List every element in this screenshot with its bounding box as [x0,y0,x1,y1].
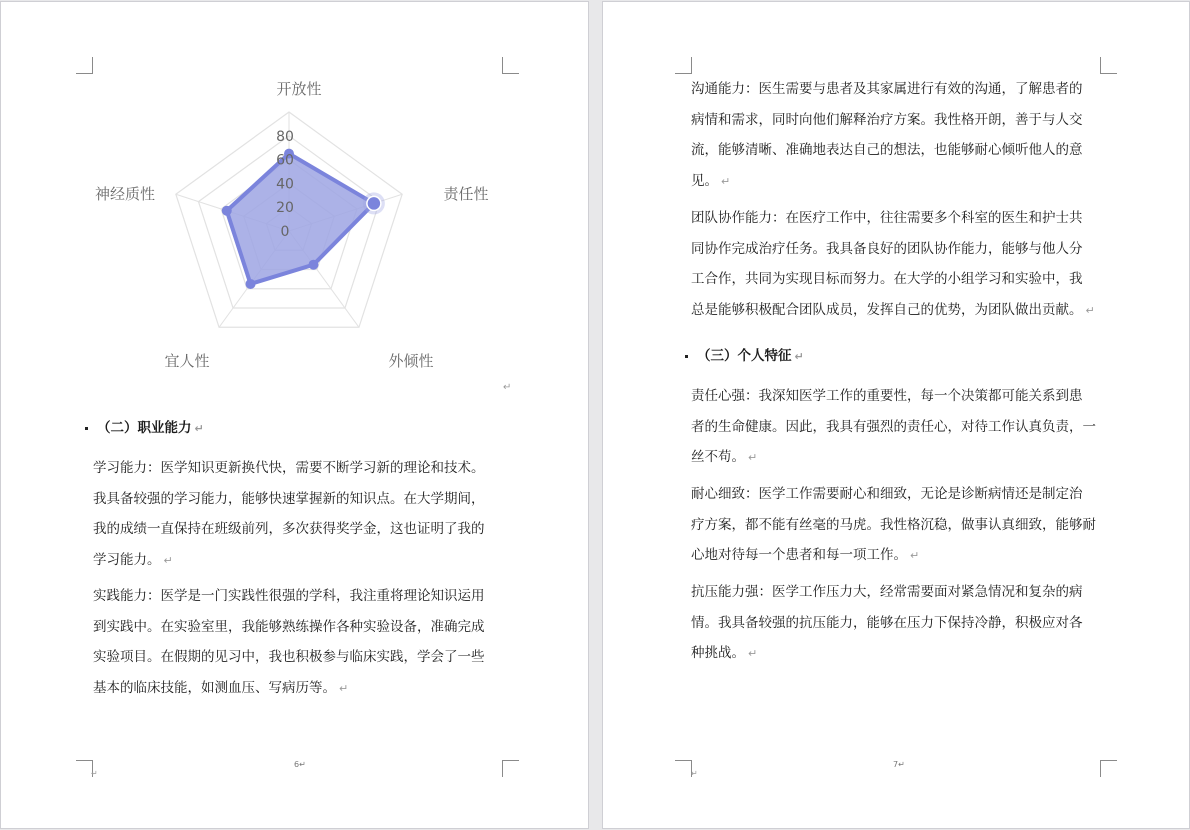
radar-tick-label: 20 [276,200,294,217]
paragraph-practice-ability: 实践能力：医学是一门实践性很强的学科，我注重将理论知识运用 到实践中。在实验室里，我能够熟练操作各种实验设备，准确完成 实验项目。在假期的见习中，我也积极参与临床实践，学会了一些 基本的临床技能，如测血压、写病历等。 ↵ [93,588,485,696]
radar-tick-label: 80 [276,128,294,145]
margin-corner-mark [502,760,519,777]
paragraph-mark: ↵ [691,769,698,778]
document-page-left [0,1,589,829]
bullet-icon [685,355,688,358]
paragraph-patience: 耐心细致：医学工作需要耐心和细致，无论是诊断病情还是制定治 疗方案，都不能有丝毫的马虎。我性格沉稳，做事认真细致，能够耐 心地对待每一个患者和每一项工作。 ↵ [691,486,1096,563]
radar-chart [1,2,590,382]
radar-tick-label: 60 [276,152,294,169]
paragraph-communication-ability: 沟通能力：医生需要与患者及其家属进行有效的沟通，了解患者的 病情和需求，同时向他们解释治疗方案。我性格开朗，善于与人交 流，能够清晰、准确地表达自己的想法，也能够耐心倾听他人的意 见。 ↵ [691,81,1083,189]
radar-indicator-label: 外倾性 [388,352,434,370]
paragraph-responsibility: 责任心强：我深知医学工作的重要性，每一个决策都可能关系到患 者的生命健康。因此，我具有强烈的责任心，对待工作认真负责，一 丝不苟。 ↵ [691,388,1096,465]
radar-data-point [222,206,232,216]
radar-data-point [367,196,381,210]
margin-corner-mark [675,760,692,777]
section-heading: （二）职业能力 ↵ [85,416,204,436]
radar-indicator-label: 宜人性 [164,352,210,370]
paragraph-learning-ability: 学习能力：医学知识更新换代快，需要不断学习新的理论和技术。 我具备较强的学习能力，能够快速掌握新的知识点。在大学期间， 我的成绩一直保持在班级前列，多次获得奖学金，这也证明了我的 学习能力。 ↵ [93,460,485,568]
section-heading-text: （二）职业能力 [97,420,192,436]
document-page-right [602,1,1190,829]
margin-corner-mark [1100,760,1117,777]
radar-indicator-label: 开放性 [276,80,322,98]
paragraph-stress-resistance: 抗压能力强：医学工作压力大，经常需要面对紧急情况和复杂的病 情。我具备较强的抗压能力，能够在压力下保持冷静，积极应对各 种挑战。 ↵ [691,584,1083,661]
paragraph-mark: ↵ [503,382,512,393]
radar-tick-label: 0 [280,224,290,240]
bullet-icon [85,427,88,430]
paragraph-mark: ↵ [91,769,98,778]
radar-indicator-label: 神经质性 [94,185,156,203]
radar-data-point [308,260,318,270]
radar-indicator-label: 责任性 [443,185,489,203]
radar-tick-label: 40 [276,176,294,193]
paragraph-teamwork-ability: 团队协作能力：在医疗工作中，往往需要多个科室的医生和护士共 同协作完成治疗任务。我具备良好的团队协作能力，能够与他人分 工合作，共同为实现目标而努力。在大学的小组学习和实验中，我 总是能够积极配合团队成员，发挥自己的优势，为团队做出贡献。 ↵ [691,210,1095,318]
section-heading-text: （三）个人特征 [697,348,792,364]
page-number: 6↵ [294,760,306,769]
margin-corner-mark [1100,57,1117,74]
radar-data-area [227,154,374,284]
section-heading: （三）个人特征 ↵ [685,344,804,364]
margin-corner-mark [675,57,692,74]
radar-data-point [246,279,256,289]
page-number: 7↵ [893,760,905,769]
